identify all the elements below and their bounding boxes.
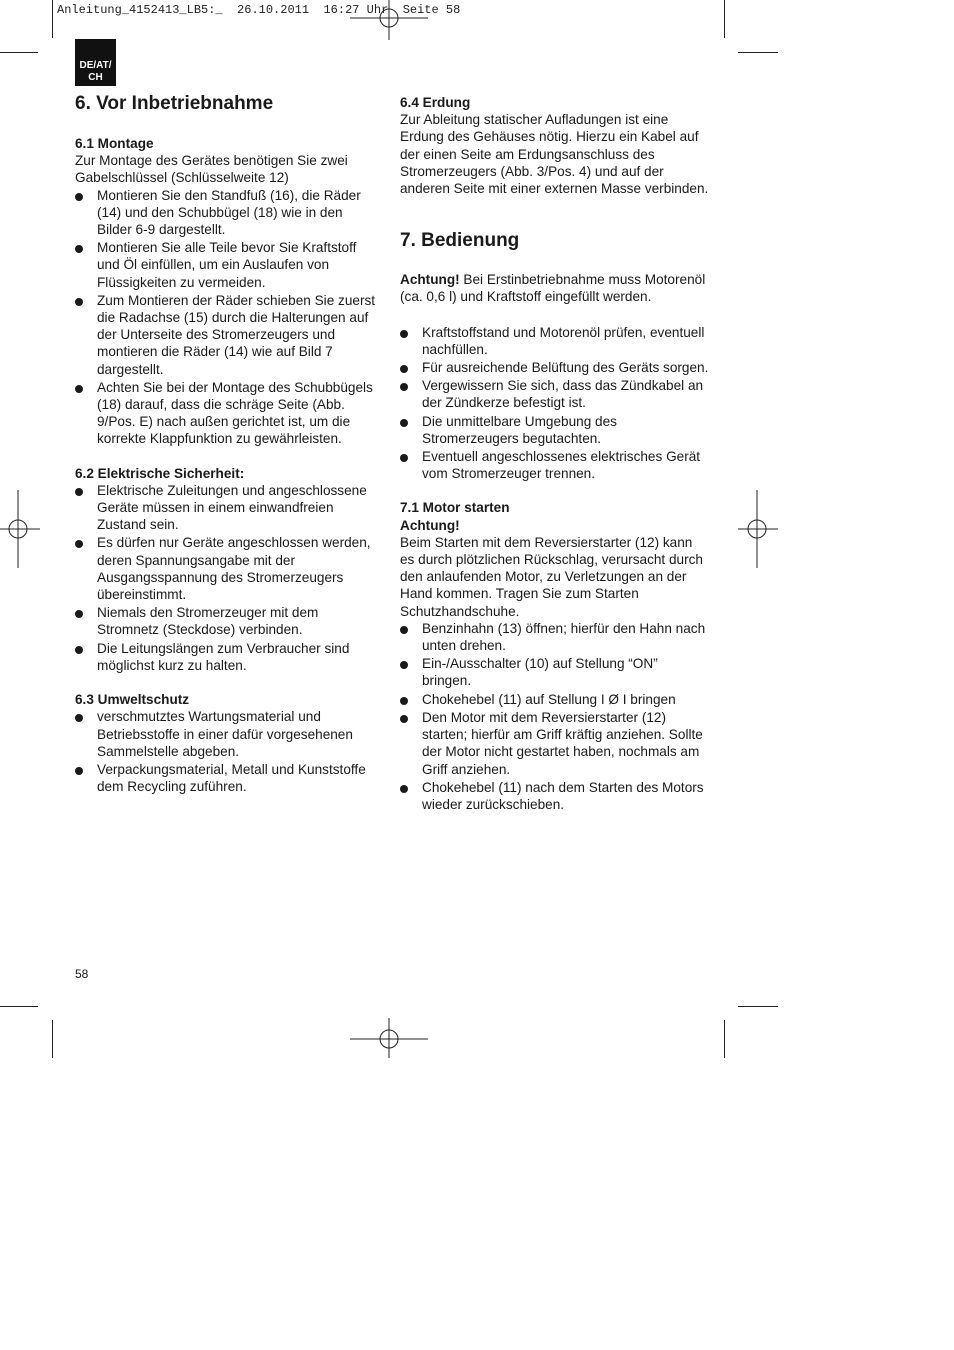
crop-mark-bottom-right-v	[724, 1020, 725, 1058]
registration-mark-bottom	[350, 1018, 428, 1058]
list-item: Verpackungsmaterial, Metall und Kunststoffe dem Recycling zuführen.	[75, 761, 380, 795]
list-item: Den Motor mit dem Reversierstarter (12) starten; hierfür am Griff kräftig anziehen. Sollte der Motor nicht gestartet haben, nochmals am Griff anziehen.	[400, 709, 710, 778]
section-7-warning	[400, 271, 710, 305]
crop-mark-top-left-h	[0, 52, 38, 53]
section-6-title: 6. Vor Inbetriebnahme	[75, 93, 274, 114]
section-7-warning-text: Bei Erstinbetriebnahme muss Motorenöl (ca. 0,6 l) und Kraftstoff eingefüllt werden.	[400, 272, 706, 305]
left-column	[75, 92, 380, 796]
list-item: Kraftstoffstand und Motorenöl prüfen, eventuell nachfüllen.	[400, 324, 710, 358]
crop-mark-bottom-left-v	[52, 1020, 53, 1058]
crop-mark-top-left-v	[52, 0, 53, 38]
section-7-1-title: 7.1 Motor starten	[400, 500, 510, 516]
language-tab	[75, 39, 116, 86]
list-item: Eventuell angeschlossenes elektrisches Gerät vom Stromerzeuger trennen.	[400, 448, 710, 482]
right-column	[400, 92, 710, 814]
slug-page: Seite 58	[402, 3, 461, 17]
list-item: Niemals den Stromerzeuger mit dem Stromnetz (Steckdose) verbinden.	[75, 604, 380, 638]
list-item: Benzinhahn (13) öffnen; hierfür den Hahn nach unten drehen.	[400, 620, 710, 654]
slug-time: 16:27 Uhr	[323, 3, 389, 17]
list-item: Die unmittelbare Umgebung des Stromerzeugers begutachten.	[400, 413, 710, 447]
section-7-1-warning-text: Beim Starten mit dem Reversierstarter (12) kann es durch plötzlichen Rückschlag, verursacht durch den anlaufenden Motor, zu Verletzungen an der Hand kommen. Tragen Sie zum Starten Schutzhandschuhe.	[400, 534, 703, 619]
list-item: Elektrische Zuleitungen und angeschlossene Geräte müssen in einem einwandfreien Zustand sein.	[75, 482, 380, 534]
section-6-2-title: 6.2 Elektrische Sicherheit:	[75, 465, 245, 481]
crop-mark-bottom-left-h	[0, 1006, 38, 1007]
list-item: Montieren Sie alle Teile bevor Sie Kraftstoff und Öl einfüllen, um ein Auslaufen von Flüssigkeiten zu vermeiden.	[75, 239, 380, 291]
list-item: Ein-/Ausschalter (10) auf Stellung “ON” bringen.	[400, 655, 710, 689]
list-item: Vergewissern Sie sich, dass das Zündkabel an der Zündkerze befestigt ist.	[400, 377, 710, 411]
list-item: Chokehebel (11) nach dem Starten des Motors wieder zurückschieben.	[400, 779, 710, 813]
section-6-4-title: 6.4 Erdung	[400, 95, 471, 110]
section-6-4-text: Zur Ableitung statischer Aufladungen ist eine Erdung des Gehäuses nötig. Hierzu ein Kabel auf der einen Seite am Erdungsanschluss des Stromerzeugers (Abb. 3/Pos. 4) und auf der anderen Seite mit einer externen Masse verbinden.	[400, 112, 709, 197]
registration-mark-left	[0, 490, 40, 568]
section-6-1-list	[75, 187, 380, 448]
list-item: Chokehebel (11) auf Stellung I Ø I bringen	[400, 691, 710, 708]
section-6-3-title: 6.3 Umweltschutz	[75, 692, 190, 708]
section-7-1-list	[400, 620, 710, 813]
list-item: verschmutztes Wartungsmaterial und Betriebsstoffe in einer dafür vorgesehenen Sammelstelle abgeben.	[75, 708, 380, 760]
list-item: Montieren Sie den Standfuß (16), die Räder (14) und den Schubbügel (18) wie in den Bilder 6-9 dargestellt.	[75, 187, 380, 239]
slug-file: Anleitung_4152413_LB5:_	[57, 3, 223, 17]
crop-mark-bottom-right-h	[738, 1006, 778, 1007]
crop-mark-top-right-v	[724, 0, 725, 38]
slug-date: 26.10.2011	[237, 3, 310, 17]
section-6-1-intro: Zur Montage des Gerätes benötigen Sie zwei Gabelschlüssel (Schlüsselweite 12)	[75, 153, 348, 186]
section-7-title: 7. Bedienung	[400, 230, 520, 252]
list-item: Achten Sie bei der Montage des Schubbügels (18) darauf, dass die schräge Seite (Abb. 9/Pos. E) nach außen gerichtet ist, um die korrekte Klappfunktion zu gewährleisten.	[75, 379, 380, 448]
list-item: Für ausreichende Belüftung des Geräts sorgen.	[400, 359, 710, 376]
registration-mark-right	[738, 490, 778, 568]
section-7-1-warning-label: Achtung!	[400, 517, 460, 533]
section-7-list	[400, 324, 710, 483]
section-6-2-list	[75, 482, 380, 674]
language-tab-line1: DE/AT/	[79, 60, 112, 71]
page-number: 58	[75, 967, 89, 981]
registration-mark-top	[350, 0, 428, 40]
language-tab-line2: CH	[88, 72, 103, 83]
list-item: Zum Montieren der Räder schieben Sie zuerst die Radachse (15) durch die Halterungen auf der Unterseite des Stromerzeugers und montieren die Räder (14) wie auf Bild 7 dargestellt.	[75, 292, 380, 378]
section-6-1-title: 6.1 Montage	[75, 136, 154, 151]
list-item: Die Leitungslängen zum Verbraucher sind möglichst kurz zu halten.	[75, 640, 380, 674]
list-item: Es dürfen nur Geräte angeschlossen werden, deren Spannungsangabe mit der Ausgangsspannung des Stromerzeugers übereinstimmt.	[75, 534, 380, 603]
section-6-3-list	[75, 708, 380, 795]
section-7-warning-label: Achtung!	[400, 272, 460, 288]
crop-mark-top-right-h	[738, 52, 778, 53]
